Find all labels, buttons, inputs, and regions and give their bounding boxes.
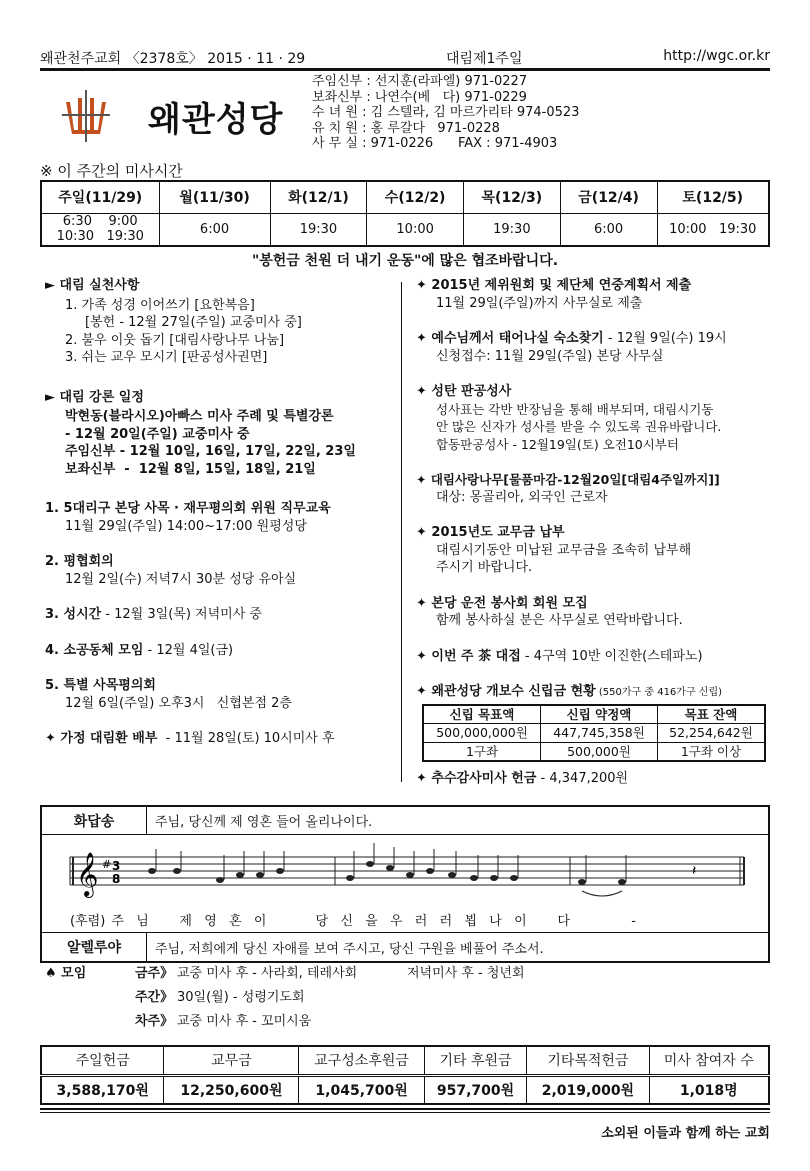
notice-body: 안 많은 신자가 성사를 받을 수 있도록 권유바랍니다. <box>436 419 722 434</box>
svg-text:8: 8 <box>112 872 121 886</box>
meeting-value: 30일(월) - 성령기도회 <box>177 990 305 1005</box>
contact-office: 사 무 실 : 971-0226 FAX : 971-4903 <box>312 136 558 151</box>
psalm-text: 주님, 당신께 제 영혼 들어 올리나이다. <box>155 815 373 830</box>
stats-value: 1,045,700원 <box>299 1075 424 1104</box>
day-header: 화(12/1) <box>270 181 367 213</box>
notice: ✦ 왜관성당 개보수 신립금 현황 (550가구 중 416가구 신립) <box>416 684 723 699</box>
stats-value: 3,588,170원 <box>41 1075 164 1104</box>
notice-body: 신청접수: 11월 29일(주일) 본당 사무실 <box>436 348 664 364</box>
church-name: 왜관성당 <box>148 100 284 140</box>
list-item: 주임신부 - 12월 10일, 16일, 17일, 22일, 23일 <box>65 444 356 459</box>
website-link[interactable]: http://wgc.or.kr <box>663 48 770 64</box>
mass-time: 19:30 <box>270 213 367 246</box>
stats-value: 2,019,000원 <box>527 1075 649 1104</box>
mass-time: 19:30 <box>464 213 561 246</box>
notice: ✦ 예수님께서 태어나실 숙소찾기 - 12월 9일(수) 19시 <box>416 331 727 346</box>
fund-cell: 500,000,000원 <box>423 724 541 743</box>
day-header: 토(12/5) <box>657 181 769 213</box>
list-item: - 12월 20일(주일) 교중미사 중 <box>65 426 250 442</box>
stats-header: 기타목적헌금 <box>527 1046 649 1075</box>
fund-cell: 447,745,358원 <box>541 724 658 743</box>
list-item: 1. 가족 성경 이어쓰기 [요한복음] <box>65 297 255 313</box>
psalm-box <box>40 805 770 963</box>
left-column <box>45 277 400 748</box>
advent-practice-title: ► 대림 실천사항 <box>45 278 140 293</box>
fund-cell: 52,254,642원 <box>657 724 765 743</box>
notice-title: ✦ 2015년 제위원회 및 제단체 연중계획서 제출 <box>416 278 692 293</box>
list-item: [봉헌 - 12월 27일(주일) 교중미사 중] <box>85 315 302 330</box>
notice-title: 5. 특별 사목평의회 <box>45 678 156 693</box>
church-logo-icon <box>58 88 114 144</box>
music-score <box>42 835 768 933</box>
svg-text:𝄞: 𝄞 <box>76 852 99 896</box>
notice-body: 성사표는 각반 반장님을 통해 배부되며, 대림시기동 <box>436 401 714 417</box>
liturgical-week: 대림제1주일 <box>445 51 523 67</box>
contact-list <box>312 74 579 152</box>
meeting-value: 교중 미사 후 - 꼬미시움 <box>177 1014 312 1029</box>
stats-header: 교무금 <box>164 1046 299 1075</box>
contact-pastor: 주임신부 : 선지훈(라파엘) 971-0227 <box>312 74 528 89</box>
day-header: 목(12/3) <box>464 181 561 213</box>
mass-time: 6:00 <box>159 213 270 246</box>
notice-title: ✦ 2015년도 교무금 납부 <box>416 525 565 540</box>
notice-title: ✦ 성탄 판공성사 <box>416 384 512 399</box>
fund-cell: 500,000원 <box>541 742 658 761</box>
offering-stats-table <box>40 1045 770 1105</box>
meetings <box>45 962 525 1034</box>
mass-time: 10:00 <box>367 213 464 246</box>
svg-text:3: 3 <box>112 859 121 873</box>
stats-value: 1,018명 <box>649 1075 769 1104</box>
contact-kindergarten: 유 치 원 : 홍 루갈다 971-0228 <box>312 120 500 136</box>
alleluia-label: 알렐루야 <box>42 933 147 961</box>
notice-body: 12월 2일(수) 저녁7시 30분 성당 유아실 <box>65 571 297 587</box>
header-rule <box>40 68 770 71</box>
issue-info: 왜관천주교회 〈2378호〉 2015 · 11 · 29 <box>40 51 306 67</box>
notice-title: ✦ 본당 운전 봉사회 회원 모집 <box>416 595 588 611</box>
contact-convent: 수 녀 원 : 김 스텔라, 김 마르가리타 974-0523 <box>312 105 580 120</box>
contact-assistant: 보좌신부 : 나연수(베 다) 971-0229 <box>312 89 527 105</box>
stats-value: 957,700원 <box>424 1075 527 1104</box>
right-column <box>416 277 772 788</box>
notice: ✦ 추수감사미사 헌금 - 4,347,200원 <box>416 771 629 786</box>
svg-text:#: # <box>102 858 112 871</box>
advent-homily-title: ► 대림 강론 일정 <box>45 389 144 405</box>
notice-title: 2. 평협회의 <box>45 554 114 569</box>
notice: 3. 성시간 - 12월 3일(목) 저녁미사 중 <box>45 607 262 622</box>
meeting-key: 금주》 <box>135 966 174 981</box>
notice-body: 대상: 몽골리아, 외국인 근로자 <box>436 489 608 505</box>
notice: 4. 소공동체 모임 - 12월 4일(금) <box>45 642 234 658</box>
day-header: 주일(11/29) <box>41 181 159 213</box>
meeting-value: 저녁미사 후 - 청년회 <box>407 966 525 981</box>
psalm-label: 화답송 <box>42 807 147 834</box>
notice-title: ✦ 대림사랑나무[물품마감-12월20일[대림4주일까지]] <box>416 472 720 487</box>
notice-body: 함께 봉사하실 분은 사무실로 연락바랍니다. <box>436 613 683 628</box>
mass-schedule-table <box>40 180 770 247</box>
fund-header: 신립 목표액 <box>423 705 541 724</box>
mass-time: 6:00 <box>560 213 657 246</box>
list-item: 박현동(블라시오)아빠스 미사 주례 및 특별강론 <box>65 409 334 424</box>
mass-time: 6:30 9:00 10:30 19:30 <box>41 213 159 246</box>
notice-body: 11월 29일(주일)까지 사무실로 제출 <box>436 295 643 311</box>
list-item: 2. 불우 이웃 돕기 [대림사랑나무 나눔] <box>65 332 285 348</box>
notice: ✦ 이번 주 茶 대접 - 4구역 10반 이진한(스테파노) <box>416 648 703 664</box>
fund-cell: 1구좌 <box>423 742 541 761</box>
alleluia-row <box>42 933 768 961</box>
notice: ✦ 가정 대림환 배부 - 11월 28일(토) 10시미사 후 <box>45 731 335 746</box>
offering-banner: "봉헌금 천원 더 내기 운동"에 많은 협조바랍니다. <box>251 253 559 269</box>
notice-body: 대림시기동안 미납된 교무금을 조속히 납부해 <box>436 542 692 558</box>
notice-title: 1. 5대리구 본당 사목 · 재무평의회 위원 직무교육 <box>45 501 331 516</box>
list-item: 3. 쉬는 교우 모시기 [판공성사권면] <box>65 350 268 365</box>
fund-cell: 1구좌 이상 <box>657 742 765 761</box>
footer-motto: 소외된 이들과 함께 하는 교회 <box>601 1126 770 1141</box>
stats-header: 주일헌금 <box>41 1046 164 1075</box>
notice-body: 12월 6일(주일) 오후3시 신협본점 2층 <box>65 695 292 711</box>
svg-text:𝄽: 𝄽 <box>692 863 697 879</box>
day-header: 월(11/30) <box>159 181 270 213</box>
stats-header: 교구성소후원금 <box>299 1046 424 1075</box>
meeting-key: 주간》 <box>135 990 174 1005</box>
stats-value: 12,250,600원 <box>164 1075 299 1104</box>
fund-header: 신립 약정액 <box>541 705 658 724</box>
meeting-value: 교중 미사 후 - 사라회, 테레사회 <box>177 966 358 981</box>
footer-rule <box>40 1108 770 1113</box>
list-item: 보좌신부 - 12월 8일, 15일, 18일, 21일 <box>65 461 316 477</box>
stats-header: 미사 참여자 수 <box>649 1046 769 1075</box>
psalm-row <box>42 807 768 835</box>
notice-body: 11월 29일(주일) 14:00~17:00 원평성당 <box>65 518 307 534</box>
bulletin-header <box>40 48 770 68</box>
fund-header: 목표 잔액 <box>657 705 765 724</box>
stats-header: 기타 후원금 <box>424 1046 527 1075</box>
psalm-lyrics: (후렴) 주 님 제 영 혼 이 당 신 을 우 러 러 뵙 나 이 다 - <box>70 914 636 929</box>
notice-body: 주시기 바랍니다. <box>436 560 533 575</box>
day-header: 금(12/4) <box>560 181 657 213</box>
meeting-key: 차주》 <box>135 1014 174 1029</box>
column-divider <box>401 282 402 782</box>
day-header: 수(12/2) <box>367 181 464 213</box>
mass-schedule-title: ※ 이 주간의 미사시간 <box>40 162 183 180</box>
notice-body: 합동판공성사 - 12월19일(토) 오전10시부터 <box>436 436 679 452</box>
alleluia-text: 주님, 저희에게 당신 자애를 보여 주시고, 당신 구원을 베풀어 주소서. <box>155 941 544 957</box>
renovation-fund-table <box>422 704 766 763</box>
mass-time: 10:00 19:30 <box>657 213 769 246</box>
meetings-label: ♠ 모임 <box>45 966 87 981</box>
